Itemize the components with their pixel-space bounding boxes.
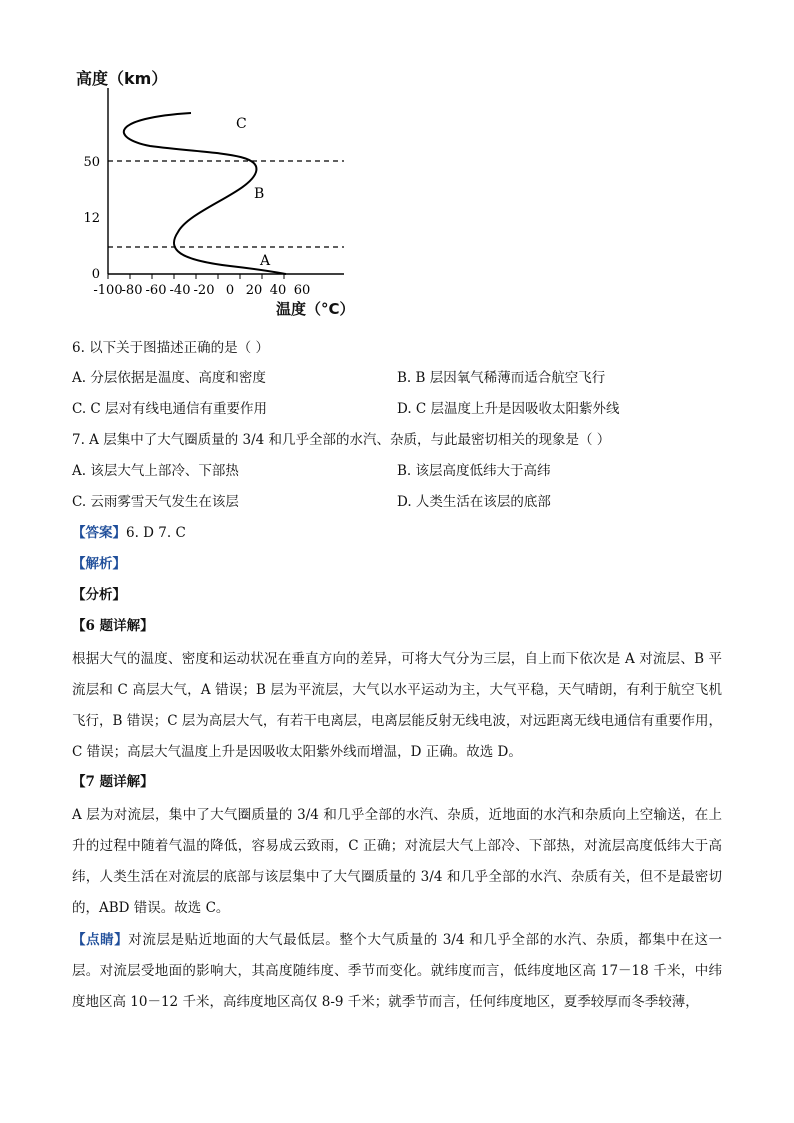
answer-label: 【答案】 — [72, 525, 126, 541]
answer-value: 6. D 7. C — [126, 525, 186, 541]
section-fenxi — [72, 585, 126, 605]
q6-option-c: C. C 层对有线电通信有重要作用 — [72, 401, 268, 417]
q6-option-d: D. C 层温度上升是因吸收太阳紫外线 — [397, 401, 620, 417]
fenxi-label: 【分析】 — [72, 587, 126, 603]
q7-stem: 7. A 层集中了大气圈质量的 3/4 和几乎全部的水汽、杂质，与此最密切相关的现象是（ ） — [72, 432, 611, 448]
atmosphere-chart — [70, 60, 370, 330]
q6-option-a: A. 分层依据是温度、高度和密度 — [72, 370, 266, 386]
layer-label-b: B — [254, 186, 265, 202]
atmosphere-figure — [70, 60, 370, 330]
q7-option-d: D. 人类生活在该层的底部 — [397, 494, 551, 510]
y-axis-title: 高度（km） — [76, 69, 168, 88]
x-tick-label: -20 — [193, 283, 215, 298]
q7-option-a: A. 该层大气上部冷、下部热 — [72, 463, 239, 479]
y-tick-label: 50 — [83, 155, 100, 170]
q7-option-b: B. 该层高度低纬大于高纬 — [397, 463, 551, 479]
x-tick-label: -60 — [145, 283, 167, 298]
layer-label-c: C — [236, 116, 247, 132]
x-tick-label: 0 — [225, 283, 235, 298]
q6-explanation — [72, 644, 722, 768]
x-tick-label: 40 — [269, 283, 287, 298]
jiexi-label: 【解析】 — [72, 556, 126, 572]
section-q7-detail — [72, 772, 154, 792]
y-tick-label: 12 — [83, 211, 100, 226]
dianjing-text: 对流层是贴近地面的大气最低层。整个大气质量的 3/4 和几乎全部的水汽、杂质，都集中在这一层。对流层受地面的影响大，其高度随纬度、季节而变化。就纬度而言，低纬度地区高 17－18 千米，中纬度地区高 10－12 千米，高纬度地区高仅 8-9 千米；就季节而言，任何纬度地区，夏季较厚而冬季较薄， — [72, 932, 723, 1010]
dianjing-block — [72, 925, 722, 1018]
q6-stem: 6. 以下关于图描述正确的是（ ） — [72, 340, 269, 356]
q6-detail-label: 【6 题详解】 — [72, 618, 154, 634]
section-q6-detail — [72, 616, 154, 636]
q7-detail-label: 【7 题详解】 — [72, 774, 154, 790]
q6-explanation-text: 根据大气的温度、密度和运动状况在垂直方向的差异，可将大气分为三层，自上而下依次是 A 对流层、B 平流层和 C 高层大气，A 错误；B 层为平流层，大气以水平运动为主，大气平稳，天气晴朗，有利于航空飞机飞行，B 错误；C 层为高层大气，有若干电离层，电离层能反射无线电波，对远距离无线电通信有重要作用，C 错误；高层大气温度上升是因吸收太阳紫外线而增温，D 正确。故选 D。 — [72, 651, 722, 760]
x-tick-label: -40 — [169, 283, 191, 298]
x-tick-label: 20 — [245, 283, 263, 298]
q7-explanation — [72, 800, 722, 924]
x-tick-label: 60 — [293, 283, 311, 298]
x-tick-label: -80 — [121, 283, 143, 298]
x-axis-title: 温度（°C） — [276, 300, 355, 318]
x-tick-label: -100 — [93, 283, 123, 298]
q7-option-c: C. 云雨雾雪天气发生在该层 — [72, 494, 239, 510]
q7-explanation-text: A 层为对流层，集中了大气圈质量的 3/4 和几乎全部的水汽、杂质，近地面的水汽和杂质向上空输送，在上升的过程中随着气温的降低，容易成云致雨，C 正确；对流层大气上部冷、下部热，对流层高度低纬大于高纬，人类生活在对流层的底部与该层集中了大气圈质量的 3/4 和几乎全部的水汽、杂质有关，但不是最密切的，ABD 错误。故选 C。 — [72, 807, 722, 916]
answer-line — [72, 523, 186, 543]
section-jiexi — [72, 554, 126, 574]
y-tick-label: 0 — [91, 267, 100, 282]
q6-option-b: B. B 层因氧气稀薄而适合航空飞行 — [397, 370, 606, 386]
dianjing-label: 【点睛】 — [72, 932, 129, 948]
x-ticks — [108, 274, 284, 279]
layer-label-a: A — [260, 253, 271, 269]
